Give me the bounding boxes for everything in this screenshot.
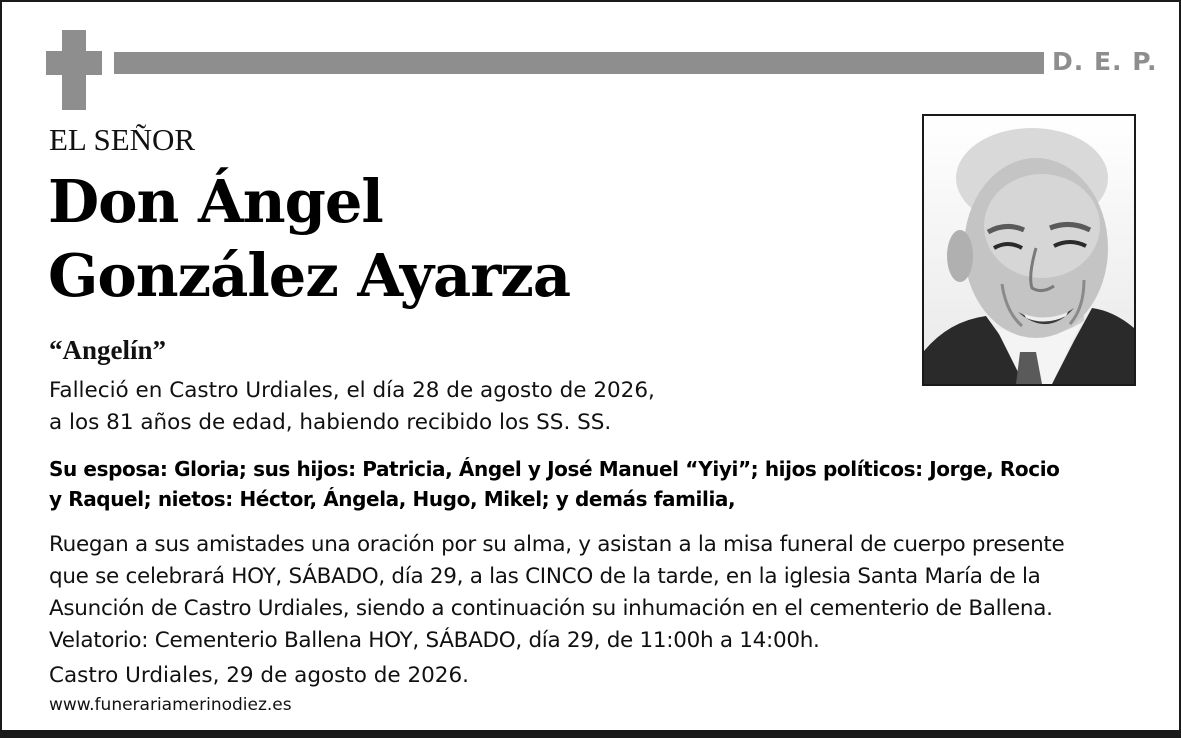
name-line-1: Don Ángel <box>48 167 383 236</box>
cross-icon <box>46 30 102 110</box>
service-line-2: que se celebrará HOY, SÁBADO, día 29, a las CINCO de la tarde, en la iglesia Santa María de la <box>49 564 1041 589</box>
service-line-1: Ruegan a sus amistades una oración por su alma, y asistan a la misa funeral de cuerpo presente <box>49 532 1065 557</box>
family-list <box>49 454 1149 514</box>
place-date: Castro Urdiales, 29 de agosto de 2026. <box>49 663 469 688</box>
service-line-3: Asunción de Castro Urdiales, siendo a continuación su inhumación en el cementerio de Ballena. <box>49 596 1053 621</box>
service-details <box>49 529 1065 657</box>
portrait-photo <box>922 114 1136 386</box>
death-line-1: Falleció en Castro Urdiales, el día 28 de agosto de 2026, <box>49 378 655 403</box>
dep-label: D. E. P. <box>1052 47 1158 76</box>
death-notice <box>49 375 655 439</box>
deceased-name <box>48 165 570 313</box>
header-rule <box>114 52 1044 74</box>
service-line-4: Velatorio: Cementerio Ballena HOY, SÁBADO, día 29, de 11:00h a 14:00h. <box>49 628 820 653</box>
pretitle: EL SEÑOR <box>49 122 196 157</box>
family-line-2: y Raquel; nietos: Héctor, Ángela, Hugo, Mikel; y demás familia, <box>49 487 736 511</box>
nickname: “Angelín” <box>49 335 167 365</box>
family-line-1: Su esposa: Gloria; sus hijos: Patricia, Ángel y José Manuel “Yiyi”; hijos políticos: Jorge, Rocio <box>49 457 1060 481</box>
name-line-2: González Ayarza <box>48 241 571 310</box>
death-line-2: a los 81 años de edad, habiendo recibido los SS. SS. <box>49 410 612 435</box>
website-text: www.funerariamerinodiez.es <box>49 695 292 715</box>
